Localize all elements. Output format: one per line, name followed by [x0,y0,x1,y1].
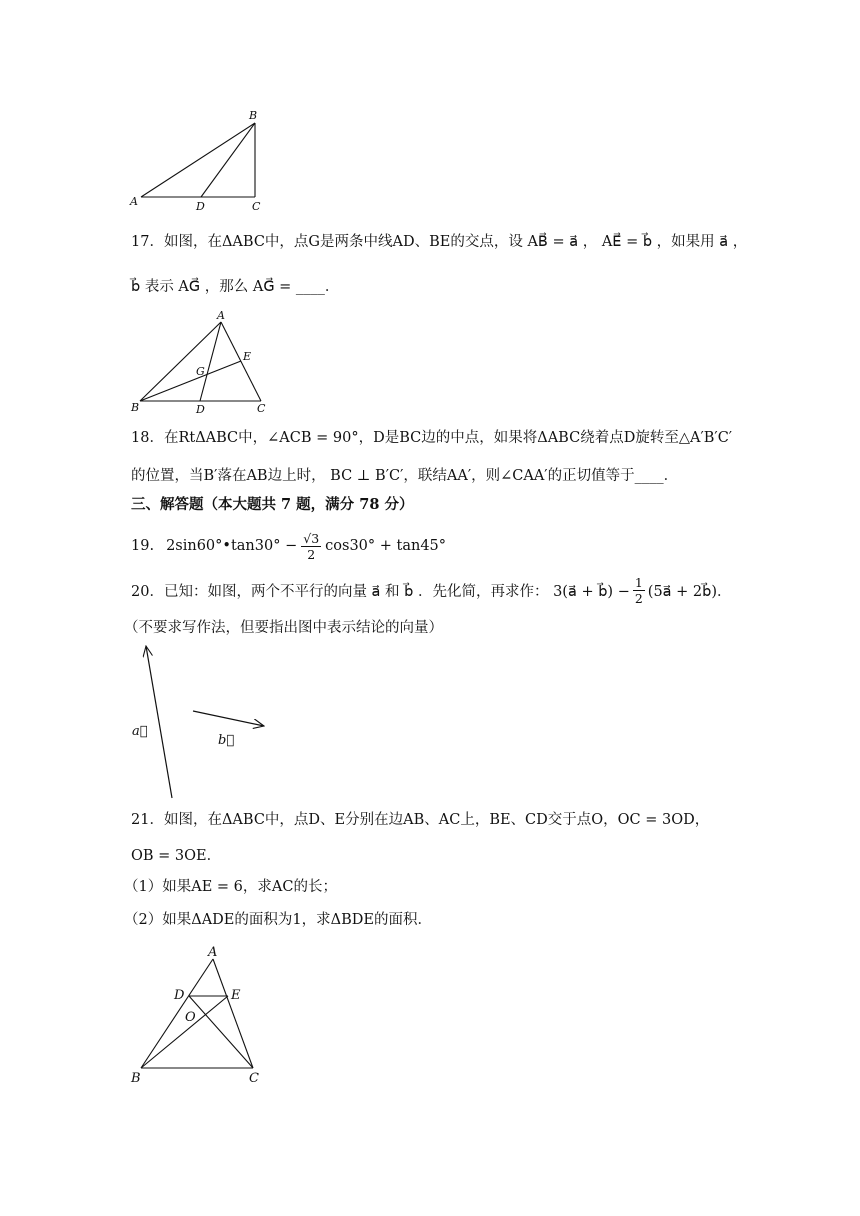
q16-label-c: C [252,200,261,213]
q21-label-o: O [185,1010,196,1025]
q21-line2: OB = 3OE． [131,848,222,864]
q20-frac-num: 1 [634,574,643,590]
q21-part2: （2）如果ΔADE的面积为1，求ΔBDE的面积． [124,912,432,928]
q16-label-a: A [130,195,138,208]
q20-line1-left: 20．已知：如图，两个不平行的向量 a⃗ 和 b⃗ ．先化简，再求作： 3(a⃗ + b⃗) − [131,583,630,600]
q17-label-c: C [257,402,266,415]
q19-number: 19. [131,538,155,554]
q20-frac-den: 2 [634,590,643,606]
q17-line2: b⃗ 表示 AG⃗ ，那么 AG⃗ = ____． [131,279,340,295]
q20-line1-right: (5a⃗ + 2b⃗)． [647,583,732,600]
q21-label-e: E [231,988,241,1003]
q19-expr-left: 2sin60°•tan30° − [166,538,298,554]
q21-label-b: B [131,1071,141,1086]
q21-triangle-lines [141,959,253,1068]
q21-label-c: C [249,1071,259,1086]
q17-line1: 17．如图，在ΔABC中，点G是两条中线AD、BE的交点，设 AB⃗ = a⃗ ， AE⃗ = b⃗ ，如果用 a⃗ ， [131,234,748,250]
q21-part1: （1）如果AE = 6，求AC的长； [124,879,337,895]
q19-frac-num: √3 [303,530,320,546]
vector-a-label: a⃗ [132,724,148,739]
q21-label-a: A [208,945,218,960]
q17-label-e: E [243,350,252,363]
q17-label-b: B [131,401,140,414]
q20-line2: （不要求写作法，但要指出图中表示结论的向量） [124,620,443,636]
q19-frac-den: 2 [307,546,316,562]
vector-b-label: b⃗ [218,733,235,748]
q17-label-d: D [196,403,205,416]
q16-label-d: D [196,200,205,213]
q21-line1: 21．如图，在ΔABC中，点D、E分别在边AB、AC上，BE、CD交于点O，OC = 3OD， [131,812,710,828]
q17-label-g: G [196,365,205,378]
q16-label-b: B [249,109,258,122]
q17-label-a: A [217,309,225,322]
section-3-heading: 三、解答题（本大题共 7 题，满分 78 分） [131,496,414,513]
q18-line1: 18．在RtΔABC中，∠ACB = 90°，D是BC边的中点，如果将ΔABC绕着点D旋转至△A′B′C′ [131,430,733,446]
q19-expr-right: cos30° + tan45° [325,538,447,554]
q18-line2: 的位置，当B′落在AB边上时， BC ⊥ B′C′，联结AA′，则∠CAA′的正切值等于____． [131,468,679,484]
q21-label-d: D [174,988,185,1003]
